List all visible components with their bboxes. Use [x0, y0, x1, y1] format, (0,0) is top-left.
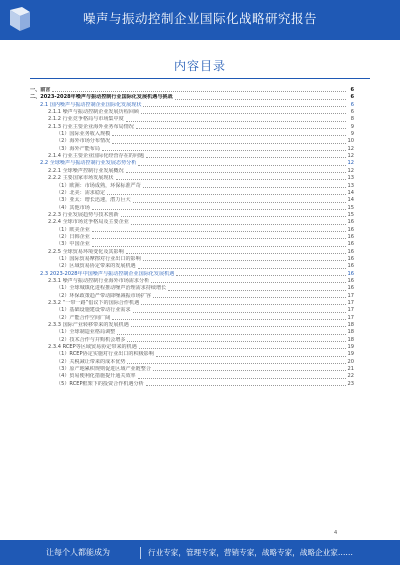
toc-entry-label: （3）亚太：增长迅速，潜力巨大 [56, 197, 131, 204]
toc-leader-dots [138, 164, 345, 166]
toc-entry[interactable] [30, 87, 354, 94]
toc-entry-page: 16 [347, 241, 354, 248]
toc-entry-label: （2）产能合作空间广阔 [56, 314, 111, 321]
toc-entry-label: 2.3.2 “一带一路”倡议下的国际合作机遇 [48, 300, 140, 307]
toc-entry-page: 16 [347, 277, 354, 284]
toc-entry-page: 16 [347, 233, 354, 240]
toc-entry-label: （2）环保政策趋严带动降噪减振市场扩容 [56, 292, 151, 299]
toc-entry-label: 2.1 国内噪声与振动控制企业国际化发展现状 [40, 101, 142, 108]
toc-leader-dots [116, 178, 346, 180]
toc-entry-label: 2.3.3 国际产业转移带来的发展机遇 [48, 322, 129, 329]
toc-entry-label: （2）区域贸易协定带来的发展机遇 [56, 263, 136, 270]
toc-entry[interactable] [30, 351, 354, 358]
toc-entry-label: （1）RCEP协定实施对行业出口的积极影响 [56, 351, 154, 358]
toc-entry-page: 12 [347, 145, 354, 152]
toc-leader-dots [168, 289, 345, 291]
table-of-contents [30, 87, 354, 388]
toc-entry-page: 23 [347, 380, 354, 387]
toc-leader-dots [126, 171, 346, 173]
toc-entry[interactable] [30, 175, 354, 182]
toc-entry-page: 17 [347, 292, 354, 299]
toc-entry-label: 2.1.3 行业主要企业海外业务布局情况 [48, 123, 134, 130]
toc-entry[interactable] [30, 329, 354, 336]
toc-entry-label: （3）中国企业 [56, 241, 90, 248]
toc-entry[interactable] [30, 234, 354, 241]
toc-entry[interactable] [30, 285, 354, 292]
report-footer [0, 540, 400, 565]
toc-entry-page: 21 [347, 366, 354, 373]
toc-entry-label: 2.2.4 全球市场竞争格局及主要企业 [48, 219, 129, 226]
toc-entry[interactable] [30, 315, 354, 322]
toc-entry-page: 20 [347, 358, 354, 365]
toc-leader-dots [112, 134, 346, 136]
report-header [0, 0, 400, 40]
toc-entry-page: 16 [347, 226, 354, 233]
toc-leader-dots [102, 149, 346, 151]
toc-entry[interactable] [30, 190, 354, 197]
toc-entry-page: 13 [347, 175, 354, 182]
toc-leader-dots [112, 318, 345, 320]
toc-entry[interactable] [30, 124, 354, 131]
toc-leader-dots [133, 311, 346, 313]
toc-leader-dots [139, 347, 346, 349]
toc-entry[interactable] [30, 109, 354, 116]
toc-entry[interactable] [30, 160, 354, 167]
toc-entry-page: 18 [347, 336, 354, 343]
toc-entry-label: （2）日韩企业 [56, 233, 90, 240]
toc-entry-page: 6 [350, 109, 354, 116]
toc-entry[interactable] [30, 138, 354, 145]
toc-entry-label: （4）贸易便利化措施提升通关效率 [56, 373, 136, 380]
toc-entry[interactable] [30, 373, 354, 380]
toc-entry-page: 16 [347, 270, 354, 277]
toc-entry[interactable] [30, 102, 354, 109]
toc-entry-label: 2.1.2 行业竞争格局与市场集中度 [48, 116, 124, 123]
toc-entry[interactable] [30, 278, 354, 285]
footer-slogan: 让每个人都能成为 [46, 548, 110, 557]
toc-entry-page: 14 [347, 189, 354, 196]
toc-entry-page: 9 [350, 123, 354, 130]
toc-leader-dots [126, 252, 346, 254]
toc-entry[interactable] [30, 293, 354, 300]
toc-entry-page: 12 [347, 160, 354, 167]
toc-entry[interactable] [30, 153, 354, 160]
toc-entry-label: 一、前言 [30, 87, 51, 94]
toc-entry-label: （2）技术合作与并购机会增多 [56, 336, 126, 343]
toc-leader-dots [131, 223, 346, 225]
toc-entry-label: （5）RCEP框架下的投资合作机遇分析 [56, 380, 144, 387]
toc-entry-label: （2）海外市场分布情况 [56, 138, 111, 145]
toc-leader-dots [117, 333, 345, 335]
toc-entry-page: 6 [350, 87, 354, 94]
toc-entry-page: 16 [347, 248, 354, 255]
toc-entry-page: 17 [347, 300, 354, 307]
toc-leader-dots [107, 193, 345, 195]
toc-entry-label: （1）全球城镇化进程推动噪声治理需求持续增长 [56, 285, 167, 292]
toc-leader-dots [143, 186, 346, 188]
toc-entry-page: 18 [347, 329, 354, 336]
toc-leader-dots [133, 201, 346, 203]
toc-entry[interactable] [30, 344, 354, 351]
toc-leader-dots [176, 274, 345, 276]
toc-leader-dots [92, 245, 346, 247]
toc-entry-label: （1）基础设施建设带动行业需求 [56, 307, 131, 314]
toc-entry[interactable] [30, 212, 354, 219]
toc-entry[interactable] [30, 359, 354, 366]
toc-entry-label: 2.2 全球噪声与振动控制行业发展态势分析 [40, 160, 137, 167]
toc-entry-label: （1）国际贸易摩擦对行业出口的影响 [56, 255, 141, 262]
toc-leader-dots [127, 362, 345, 364]
toc-entry[interactable] [30, 381, 354, 388]
toc-entry-label: 2.2.2 主要国家市场发展现状 [48, 175, 114, 182]
toc-leader-dots [112, 142, 345, 144]
toc-leader-dots [153, 296, 346, 298]
toc-entry-label: 2.1.1 噪声与振动控制企业发展历程回顾 [48, 109, 139, 116]
toc-entry[interactable] [30, 94, 354, 101]
toc-entry[interactable] [30, 205, 354, 212]
toc-entry[interactable] [30, 219, 354, 226]
toc-leader-dots [143, 259, 346, 261]
toc-entry-label: 2.2.3 行业发展趋势与技术创新 [48, 211, 119, 218]
footer-tagline: 行业专家，管理专家，营销专家，战略专家，战略企业家…… [148, 548, 354, 557]
toc-entry-label: （3）原产地累积规则促进区域产业链整合 [56, 366, 151, 373]
toc-leader-dots [92, 208, 346, 210]
toc-entry-label: （2）关税减让带来的成本优势 [56, 358, 126, 365]
toc-entry-page: 6 [350, 101, 354, 108]
toc-entry-label: （1）全球制造业格局调整 [56, 329, 116, 336]
toc-leader-dots [131, 325, 346, 327]
footer-divider [140, 547, 141, 559]
toc-entry[interactable] [30, 241, 354, 248]
toc-entry[interactable] [30, 116, 354, 123]
toc-entry-page: 15 [347, 204, 354, 211]
toc-entry-label: 2.2.1 全球噪声控制行业发展概况 [48, 167, 124, 174]
toc-entry-label: 2.3.4 RCEP等区域贸易协定带来的机遇 [48, 344, 137, 351]
toc-leader-dots [146, 156, 345, 158]
toc-entry-label: 2.2.5 全球贸易环境变化及其影响 [48, 248, 124, 255]
toc-entry-page: 10 [347, 138, 354, 145]
toc-entry[interactable] [30, 271, 354, 278]
toc-leader-dots [141, 303, 345, 305]
toc-entry-label: 二、2023-2028年噪声与振动控制行业国际化发展机遇与挑战 [30, 94, 173, 101]
toc-entry[interactable] [30, 337, 354, 344]
heading-divider [30, 78, 370, 79]
toc-entry-page: 18 [347, 322, 354, 329]
toc-leader-dots [92, 230, 346, 232]
toc-entry-page: 9 [350, 131, 354, 138]
toc-entry-label: （1）国际业务收入规模 [56, 131, 111, 138]
toc-entry[interactable] [30, 366, 354, 373]
toc-leader-dots [138, 377, 346, 379]
toc-entry-page: 19 [347, 344, 354, 351]
toc-entry-label: （3）海外产能布局 [56, 145, 100, 152]
toc-entry-page: 19 [347, 351, 354, 358]
toc-leader-dots [92, 237, 346, 239]
toc-entry[interactable] [30, 263, 354, 270]
toc-leader-dots [136, 127, 346, 129]
toc-entry[interactable] [30, 307, 354, 314]
toc-leader-dots [143, 105, 346, 107]
toc-entry-label: 2.1.4 行业主要企业国际化经营存在的问题 [48, 153, 145, 160]
toc-entry-page: 16 [347, 263, 354, 270]
page-number: 4 [334, 530, 338, 536]
toc-entry[interactable] [30, 182, 354, 189]
toc-leader-dots [52, 90, 346, 92]
toc-entry[interactable] [30, 131, 354, 138]
toc-entry-page: 12 [347, 153, 354, 160]
report-title: 噪声与振动控制企业国际化战略研究报告 [82, 11, 317, 26]
toc-entry-page: 6 [350, 94, 354, 101]
toc-leader-dots [146, 384, 346, 386]
toc-leader-dots [141, 112, 346, 114]
toc-entry-label: （1）欧美企业 [56, 226, 90, 233]
toc-entry-label: 2.3 2023-2028年中国噪声与振动控制企业国际化发展机遇 [40, 270, 175, 277]
toc-leader-dots [153, 369, 346, 371]
toc-entry-page: 16 [347, 285, 354, 292]
toc-entry-page: 8 [350, 116, 354, 123]
toc-entry-label: （1）欧洲：市场成熟，环保标准严苛 [56, 182, 141, 189]
toc-entry-page: 15 [347, 211, 354, 218]
toc-entry[interactable] [30, 146, 354, 153]
toc-leader-dots [126, 120, 346, 122]
toc-entry-page: 12 [347, 167, 354, 174]
toc-leader-dots [175, 98, 346, 100]
toc-leader-dots [156, 355, 346, 357]
toc-entry[interactable] [30, 227, 354, 234]
toc-entry-page: 16 [347, 255, 354, 262]
toc-entry-page: 14 [347, 197, 354, 204]
toc-entry-page: 13 [347, 182, 354, 189]
toc-entry-page: 17 [347, 307, 354, 314]
toc-entry[interactable] [30, 168, 354, 175]
toc-entry[interactable] [30, 322, 354, 329]
toc-entry-label: （4）其他市场 [56, 204, 90, 211]
toc-leader-dots [127, 340, 345, 342]
toc-leader-dots [121, 215, 346, 217]
toc-entry-label: 2.3.1 噪声与振动控制行业海外市场需求分析 [48, 277, 150, 284]
toc-entry[interactable] [30, 249, 354, 256]
toc-leader-dots [138, 267, 346, 269]
toc-heading: 内容目录 [173, 59, 226, 73]
toc-entry[interactable] [30, 197, 354, 204]
toc-entry-label: （2）北美：需求稳定 [56, 189, 106, 196]
toc-leader-dots [151, 281, 345, 283]
toc-entry-page: 17 [347, 314, 354, 321]
toc-entry[interactable] [30, 256, 354, 263]
toc-entry-page: 16 [347, 219, 354, 226]
toc-entry[interactable] [30, 300, 354, 307]
toc-entry-page: 22 [347, 373, 354, 380]
